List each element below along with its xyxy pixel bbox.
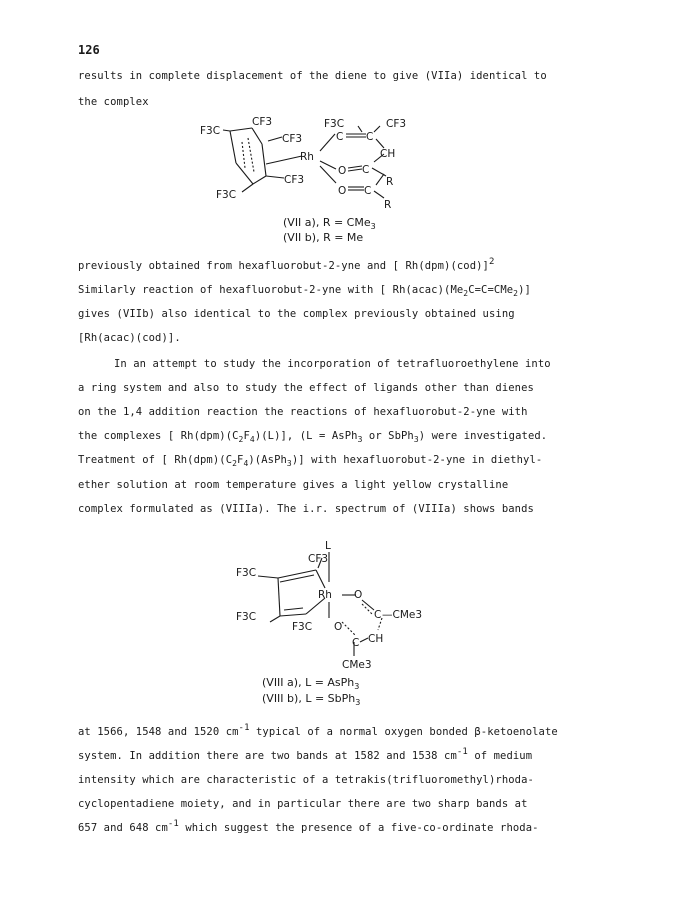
figure-caption: (VII b), R = Me [283, 231, 364, 244]
text-line: a ring system and also to study the effect of ligands other than dienes [78, 382, 534, 394]
structure-label: CF3 [386, 118, 407, 130]
structure-label: CF3 [282, 133, 303, 145]
structure-label: F3C [236, 611, 257, 623]
text-line: the complexes [ $Rh(dpm)(C_2F_4)(L)$], (L = AsPh$_3$ or SbPh$_3$) were investigated. [78, 430, 548, 444]
structure-label: CF3 [284, 174, 305, 186]
structure-label: C [366, 131, 374, 143]
structure-label: C [352, 637, 360, 649]
text-line: [Rh(acac)(cod)]. [78, 332, 181, 344]
figure-caption: (VIII b), L = SbPh$_3$ [262, 692, 361, 707]
structure-label: C [362, 164, 370, 176]
text-line: Treatment of [ $Rh(dpm)(C_2F_4)(AsPh_3)$] with hexafluorobut-2-yne in diethyl- [78, 454, 543, 468]
figure-caption: (VIII a), L = AsPh$_3$ [262, 676, 360, 691]
structure-vii [190, 108, 450, 218]
structure-label: F3C [292, 621, 313, 633]
text-line: intensity which are characteristic of a tetrakis(trifluoromethyl)rhoda- [78, 774, 534, 786]
text-line: Similarly reaction of hexafluorobut-2-yne with [ $Rh(acac)(Me_2C=C=CMe_2)$] [78, 284, 531, 298]
structure-label: O [354, 589, 363, 601]
structure-label: CH [368, 633, 384, 645]
text-line: In an attempt to study the incorporation of tetrafluoroethylene into [114, 358, 551, 370]
structure-label: O [338, 165, 347, 177]
text-line: ether solution at room temperature gives a light yellow crystalline [78, 479, 509, 491]
structure-label: CF3 [308, 553, 329, 565]
rhodium-label: Rh [318, 589, 332, 601]
structure-label: F3C [200, 125, 221, 137]
text-line: previously obtained from hexafluorobut-2-yne and [ Rh(dpm)(cod)]$^2$ [78, 257, 495, 272]
structure-label: R [386, 176, 394, 188]
text-line: system. In addition there are two bands at 1582 and 1538 $cm^{-1}$ of medium [78, 747, 533, 762]
structure-label: CF3 [252, 116, 273, 128]
structure-label: C [374, 609, 382, 621]
structure-vii-drawing [190, 108, 450, 218]
structure-label: C [336, 131, 344, 143]
structure-label: F3C [236, 567, 257, 579]
structure-label: —CMe3 [382, 609, 423, 621]
page-number: 126 [78, 43, 100, 57]
text-line: 657 and 648 $cm^{-1}$ which suggest the presence of a five-co-ordinate rhoda- [78, 819, 539, 834]
text-line: the complex [78, 96, 149, 108]
figure-caption: (VII a), R = CMe$_3$ [283, 216, 376, 231]
text-line: gives (VIIb) also identical to the complex previously obtained using [78, 308, 515, 320]
text-line: complex formulated as (VIIIa). The i.r. spectrum of (VIIIa) shows bands [78, 503, 534, 515]
structure-viii [230, 538, 440, 674]
structure-viii-drawing [230, 538, 440, 674]
text-line: results in complete displacement of the diene to give (VIIa) identical to [78, 70, 547, 82]
text-line: cyclopentadiene moiety, and in particular there are two sharp bands at [78, 798, 528, 810]
structure-label: F3C [216, 189, 237, 201]
structure-label: CMe3 [342, 659, 372, 671]
text-line: on the 1,4 addition reaction the reactions of hexafluorobut-2-yne with [78, 406, 528, 418]
structure-label: O [334, 621, 343, 633]
structure-label: CH [380, 148, 396, 160]
structure-label: F3C [324, 118, 345, 130]
structure-label: O [338, 185, 347, 197]
rhodium-label: Rh [300, 151, 314, 163]
ligand-label: L [325, 540, 331, 552]
text-line: at 1566, 1548 and 1520 $cm^{-1}$ typical of a normal oxygen bonded β-ketoenolate [78, 723, 558, 738]
structure-label: R [384, 199, 392, 211]
structure-label: C [364, 185, 372, 197]
